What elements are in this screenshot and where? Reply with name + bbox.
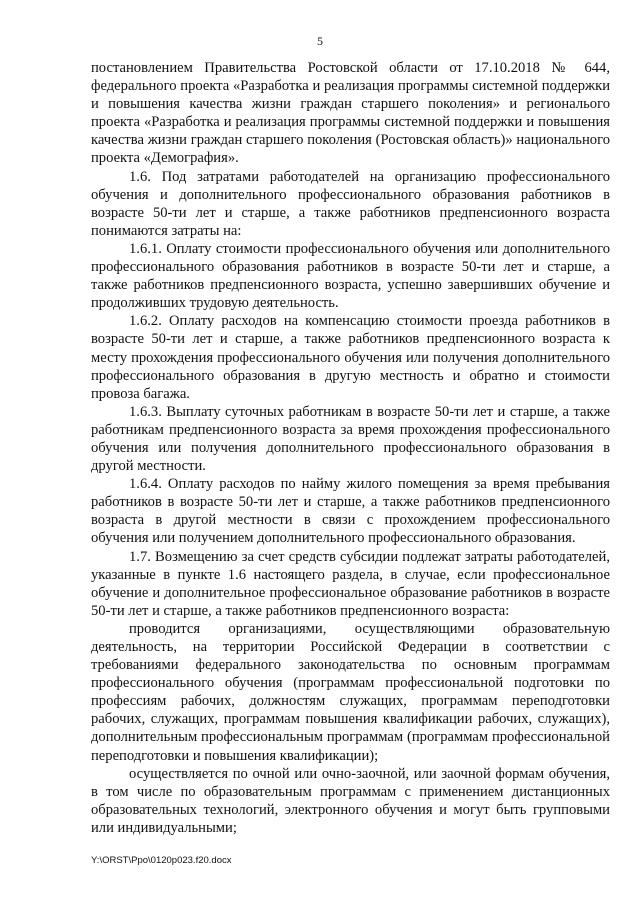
paragraph-1-7: 1.7. Возмещению за счет средств субсидии подлежат затраты работодателей, указанные в пункте 1.6 настоящего раздела, в случае, если профессиональное обучение и дополнительное профессиональное образование работников в возрасте 50-ти лет и старше, а также работников предпенсионного возраста: bbox=[91, 548, 610, 619]
paragraph-intro: постановлением Правительства Ростовской области от 17.10.2018 № 644, федерального проекта «Разработка и реализация программы системной поддержки и повышения качества жизни граждан старшего поколения» и региональого проекта «Разработка и реализация программы системной поддержки и повышения качества жизни граждан старшего поколения (Ростовская область)» национального проекта «Демография». bbox=[91, 60, 610, 167]
footer-file-path: Y:\ORST\Ppo\0120p023.f20.docx bbox=[91, 855, 232, 866]
document-body bbox=[91, 59, 610, 837]
paragraph-1-6-3: 1.6.3. Выплату суточных работникам в возрасте 50-ти лет и старше, а также работникам предпенсионного возраста за время прохождения профессионального обучения или получения дополнительного профессионального образования в другой местности. bbox=[91, 403, 610, 475]
paragraph-1-6: 1.6. Под затратами работодателей на организацию профессионального обучения и дополнительного профессионального образования работников в возрасте 50-ти лет и старше, а также работников предпенсионного возраста понимаются затраты на: bbox=[91, 168, 610, 239]
paragraph-1-6-2: 1.6.2. Оплату расходов на компенсацию стоимости проезда работников в возрасте 50-ти лет и старше, а также работников предпенсионного возраста к месту прохождения профессионального обучения или получения дополнительного профессионального образования в другую местность и обратно и стоимости провоза багажа. bbox=[91, 313, 610, 402]
paragraph-condition-organizations: проводится организациями, осуществляющими образовательную деятельность, на территории Российской Федерации в соответствии с требованиями федерального законодательства по основным программам профессионального обучения (программам профессиональной подготовки по профессиям рабочих, должностям служащих, программам переподготовки рабочих, служащих, программам повышения квалификации рабочих, служащих), дополнительным профессиональным программам (программам профессиональной переподготовки и повышения квалификации); bbox=[91, 620, 610, 764]
paragraph-1-6-1: 1.6.1. Оплату стоимости профессионального обучения или дополнительного профессионального образования работников в возрасте 50-ти лет и старше, а также работников предпенсионного возраста, успешно завершивших обучение и продолживших трудовую деятельность. bbox=[91, 240, 610, 312]
paragraph-1-6-4: 1.6.4. Оплату расходов по найму жилого помещения за время пребывания работников в возрасте 50-ти лет и старше, а также работников предпенсионного возраста в другой местности в связи с прохождением профессионального обучения или получением дополнительного профессионального образования. bbox=[91, 476, 610, 547]
page-number: 5 bbox=[317, 34, 323, 48]
paragraph-condition-forms: осуществляется по очной или очно-заочной, или заочной формам обучения, в том числе по образовательным программам с применением дистанционных образовательных технологий, электронного обучения и могут быть групповыми или индивидуальными; bbox=[91, 765, 610, 836]
